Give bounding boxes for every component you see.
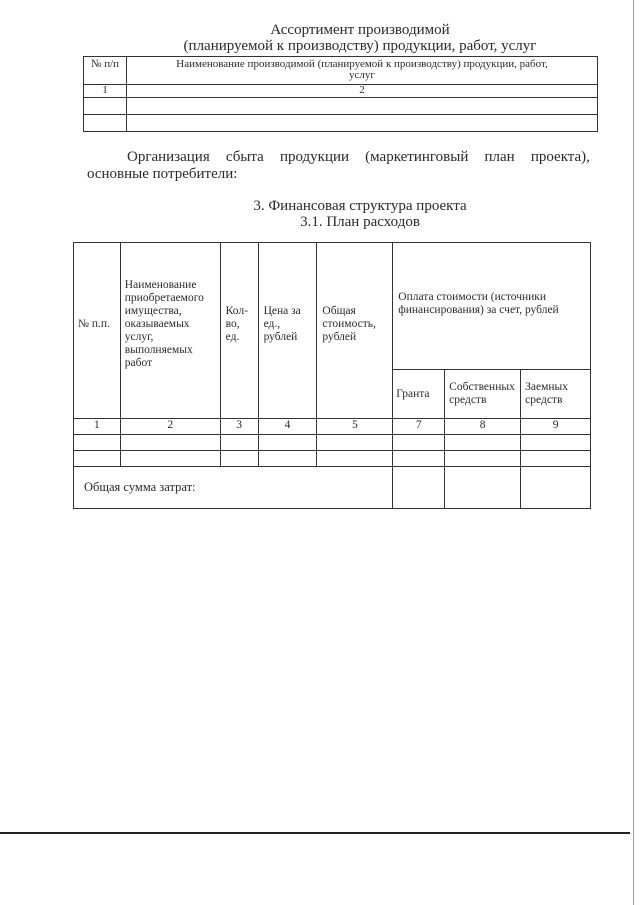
assortment-table: [83, 56, 598, 132]
empty-cell: [120, 435, 220, 451]
header-grant: Гранта: [393, 370, 445, 419]
header-price: Цена за ед., рублей: [258, 243, 317, 419]
empty-cell: [74, 435, 121, 451]
word: (маркетинговый: [365, 149, 469, 165]
total-grant-cell: [393, 467, 445, 509]
header-total: Общая стоимость, рублей: [317, 243, 393, 419]
word: Организация: [127, 149, 210, 165]
total-borrowed-cell: [521, 467, 591, 509]
col-name-header: Наименование производимой (планируемой к производству) продукции, работ, услуг: [127, 57, 598, 85]
marketing-line2: основные потребители:: [87, 166, 238, 182]
total-label: Общая сумма затрат:: [74, 467, 393, 509]
col-name-index: 2: [127, 85, 598, 98]
assortment-title-line1: Ассортимент производимой: [270, 22, 450, 38]
empty-cell: [74, 451, 121, 467]
header-borrowed: Заемных средств: [521, 370, 591, 419]
empty-cell: [258, 451, 317, 467]
bottom-scan-line: [0, 832, 630, 834]
empty-cell: [445, 451, 521, 467]
empty-cell: [127, 115, 598, 132]
word: план: [484, 149, 515, 165]
word: проекта),: [530, 149, 590, 165]
col-index: 8: [445, 419, 521, 435]
empty-cell: [445, 435, 521, 451]
header-num: № п.п.: [74, 243, 121, 419]
empty-cell: [220, 451, 258, 467]
empty-cell: [521, 451, 591, 467]
marketing-line1: [127, 149, 590, 166]
col-number-header: № п/п: [84, 57, 127, 85]
empty-cell: [84, 115, 127, 132]
col-index: 9: [521, 419, 591, 435]
section-heading: 3. Финансовая структура проекта: [253, 198, 467, 214]
col-number-index: 1: [84, 85, 127, 98]
header-qty: Кол-во, ед.: [220, 243, 258, 419]
empty-cell: [220, 435, 258, 451]
empty-cell: [317, 451, 393, 467]
empty-cell: [393, 451, 445, 467]
header-own: Собственных средств: [445, 370, 521, 419]
section-subheading: 3.1. План расходов: [300, 214, 420, 230]
word: сбыта: [225, 149, 264, 165]
total-own-cell: [445, 467, 521, 509]
empty-cell: [317, 435, 393, 451]
col-index: 1: [74, 419, 121, 435]
empty-cell: [258, 435, 317, 451]
word: продукции: [279, 149, 350, 165]
col-index: 4: [258, 419, 317, 435]
empty-cell: [127, 98, 598, 115]
empty-cell: [393, 435, 445, 451]
empty-cell: [84, 98, 127, 115]
empty-cell: [120, 451, 220, 467]
right-scan-edge: [633, 0, 634, 905]
col-index: 7: [393, 419, 445, 435]
col-index: 5: [317, 419, 393, 435]
header-name: Наименование приобретаемого имущества, оказываемых услуг, выполняемых работ: [120, 243, 220, 419]
assortment-title-line2: (планируемой к производству) продукции, работ, услуг: [183, 38, 537, 54]
expenses-table: [73, 242, 591, 509]
col-index: 2: [120, 419, 220, 435]
col-index: 3: [220, 419, 258, 435]
header-funding: Оплата стоимости (источники финансирования) за счет, рублей: [393, 243, 591, 370]
empty-cell: [521, 435, 591, 451]
